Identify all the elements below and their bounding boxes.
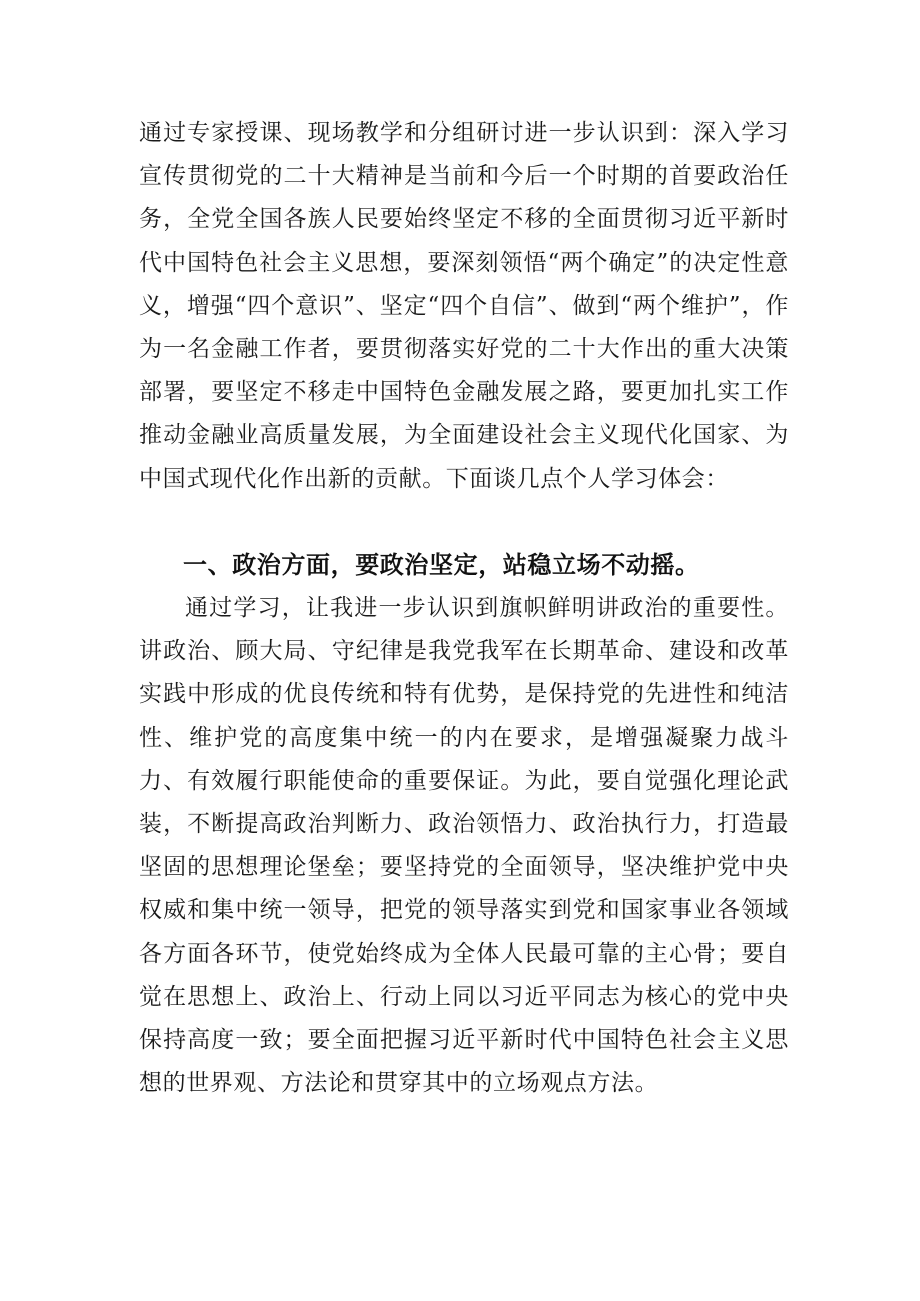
section-heading: 一、政治方面，要政治坚定，站稳立场不动摇。 [183,551,700,579]
section-paragraph: 通过学习，让我进一步认识到旗帜鲜明讲政治的重要性。讲政治、顾大局、守纪律是我党我军在长期革命、建设和改革实践中形成的优良传统和特有优势，是保持党的先进性和纯洁性、维护党的高度集中统一的内在要求，是增强凝聚力战斗力、有效履行职能使命的重要保证。为此，要自觉强化理论武装，不断提高政治判断力、政治领悟力、政治执行力，打造最坚固的思想理论堡垒；要坚持党的全面领导，坚决维护党中央权威和集中统一领导，把党的领导落实到党和国家事业各领域各方面各环节，使党始终成为全体人民最可靠的主心骨；要自觉在思想上、政治上、行动上同以习近平同志为核心的党中央保持高度一致；要全面把握习近平新时代中国特色社会主义思想的世界观、方法论和贯穿其中的立场观点方法。 [139,595,789,1097]
intro-paragraph: 通过专家授课、现场教学和分组研讨进一步认识到：深入学习宣传贯彻党的二十大精神是当前和今后一个时期的首要政治任务，全党全国各族人民要始终坚定不移的全面贯彻习近平新时代中国特色社会主义思想，要深刻领悟“两个确定”的决定性意义，增强“四个意识”、坚定“四个自信”、做到“两个维护”，作为一名金融工作者，要贯彻落实好党的二十大作出的重大决策部署，要坚定不移走中国特色金融发展之路，要更加扎实工作推动金融业高质量发展，为全面建设社会主义现代化国家、为中国式现代化作出新的贡献。下面谈几点个人学习体会： [139,120,789,492]
